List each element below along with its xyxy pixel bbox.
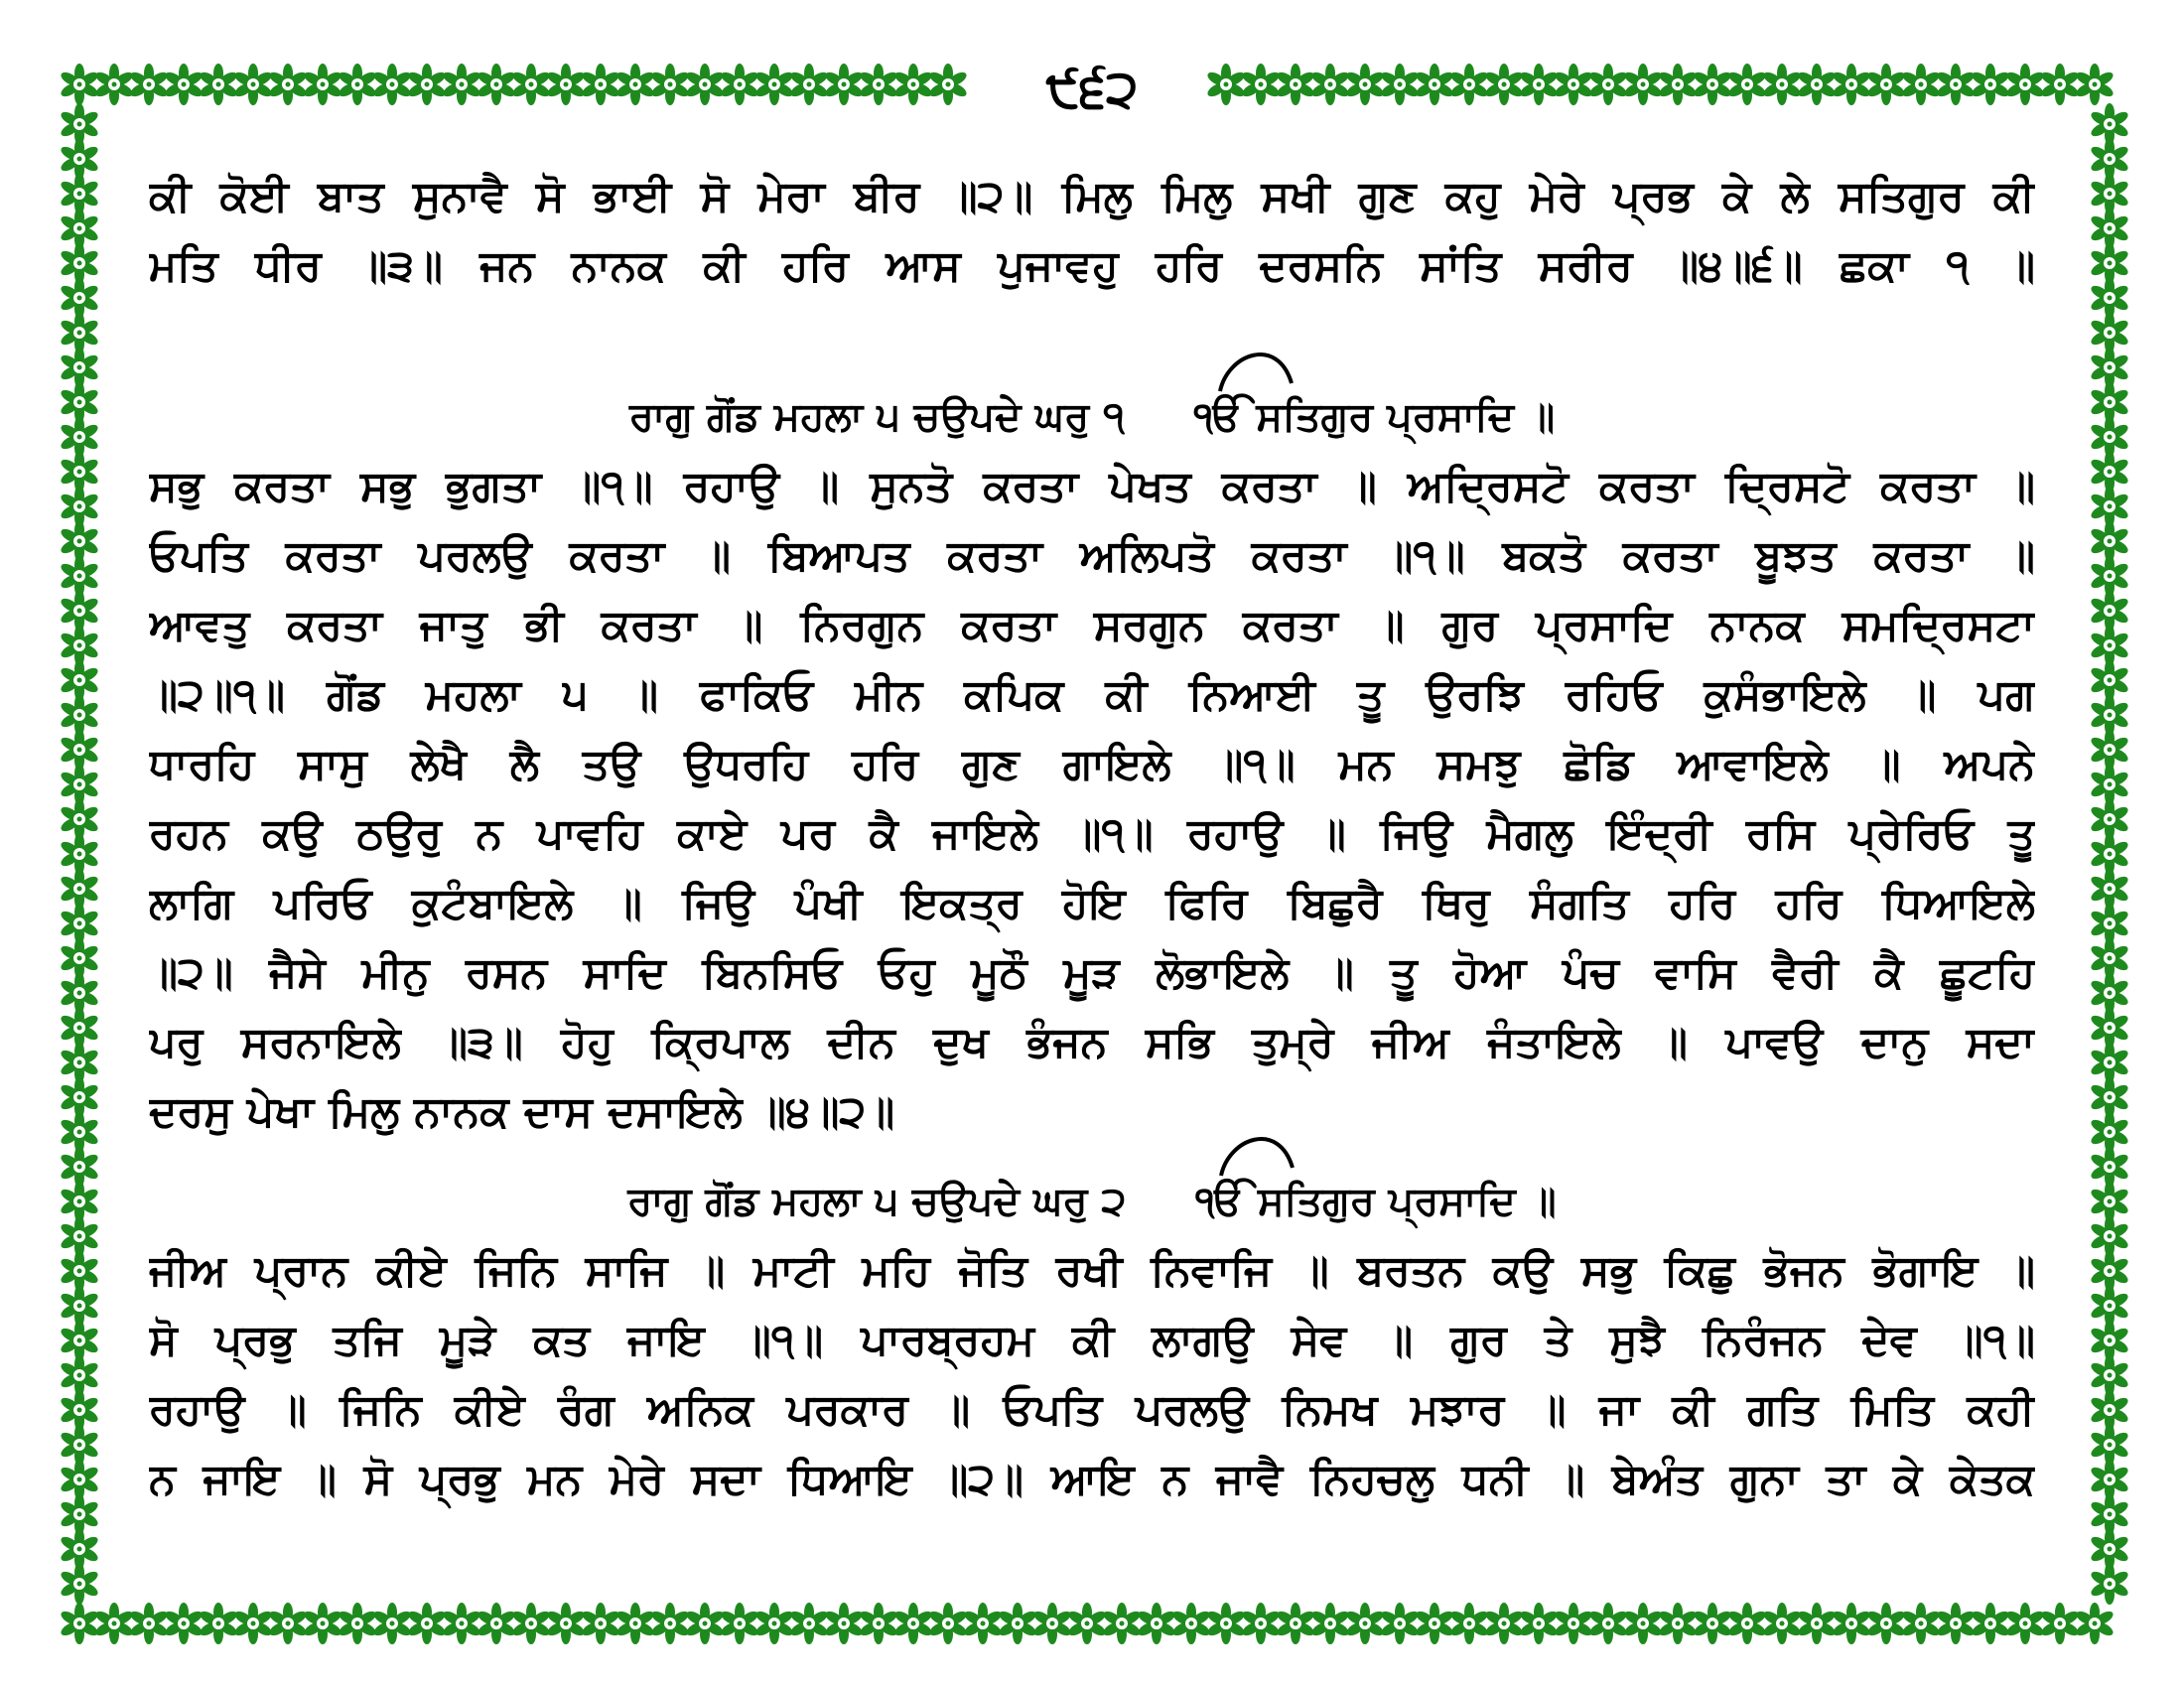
flower-icon (1275, 1603, 1315, 1644)
flower-icon (2004, 64, 2045, 105)
flower-icon (1483, 64, 1524, 105)
flower-icon (441, 1603, 481, 1644)
flower-icon (59, 64, 99, 105)
flower-icon (684, 1603, 725, 1644)
flower-icon (1379, 64, 1420, 105)
flower-icon (927, 1603, 968, 1644)
flower-icon (719, 1603, 759, 1644)
flower-icon (649, 1603, 690, 1644)
flower-icon (476, 64, 516, 105)
flower-icon (858, 64, 898, 105)
flower-icon (1553, 1603, 1593, 1644)
flower-icon (1344, 1603, 1385, 1644)
flower-icon (406, 1603, 447, 1644)
text-line: ਧਾਰਹਿ ਸਾਸੁ ਲੇਖੈ ਲੈ ਤਉ ਉਧਰਹਿ ਹਰਿ ਗੁਣ ਗਾਇਲੇ ॥੧॥ ਮਨ ਸਮਝੁ ਛੋਡਿ ਆਵਾਇਲੇ ॥ ਅਪਨੇ (149, 740, 2035, 789)
flower-icon (441, 64, 481, 105)
flower-icon (1692, 64, 1732, 105)
section-heading (149, 1172, 2035, 1231)
flower-icon (2039, 64, 2080, 105)
flower-icon (1796, 1603, 1837, 1644)
flower-icon (649, 64, 690, 105)
flower-icon (788, 1603, 829, 1644)
flower-icon (1205, 1603, 1246, 1644)
flower-icon (476, 1603, 516, 1644)
flower-icon (1935, 1603, 1976, 1644)
flower-icon (128, 1603, 169, 1644)
text-line: ਰਹਨ ਕਉ ਠਉਰੁ ਨ ਪਾਵਹਿ ਕਾਏ ਪਰ ਕੈ ਜਾਇਲੇ ॥੧॥ ਰਹਾਉ ॥ ਜਿਉ ਮੈਗਲੁ ਇੰਦ੍ਰੀ ਰਸਿ ਪ੍ਰੇਰਿਓ ਤੂ (149, 809, 2035, 859)
flower-icon (823, 1603, 864, 1644)
flower-icon (510, 64, 551, 105)
flower-icon (1761, 64, 1802, 105)
flower-icon (823, 64, 864, 105)
heading-satgur-prasad: ਸਤਿਗੁਰ ਪ੍ਰਸਾਦਿ ॥ (1258, 1179, 1557, 1224)
text-line: ਦਰਸੁ ਪੇਖਾ ਮਿਲੁ ਨਾਨਕ ਦਾਸ ਦਸਾਇਲੇ ॥੪॥੨॥ (149, 1087, 895, 1137)
flower-icon (1796, 64, 1837, 105)
flower-icon (1970, 64, 2010, 105)
flower-icon (267, 64, 308, 105)
flower-icon (371, 1603, 412, 1644)
flower-icon (1136, 1603, 1176, 1644)
flower-icon (1587, 1603, 1628, 1644)
text-line: ਮਤਿ ਧੀਰ ॥੩॥ ਜਨ ਨਾਨਕ ਕੀ ਹਰਿ ਆਸ ਪੁਜਾਵਹੁ ਹਰਿ ਦਰਸਨਿ ਸਾਂਤਿ ਸਰੀਰ ॥੪॥੬॥ ਛਕਾ ੧ ॥ (149, 241, 2035, 291)
flower-icon (927, 64, 968, 105)
heading-raag: ਰਾਗੁ ਗੋਂਡ ਮਹਲਾ ੫ ਚਉਪਦੇ ਘਰੁ ੧ (628, 394, 1125, 440)
flower-icon (198, 1603, 238, 1644)
flower-icon (1657, 1603, 1698, 1644)
flower-icon (337, 1603, 377, 1644)
heading-satgur-prasad: ਸਤਿਗੁਰ ਪ੍ਰਸਾਦਿ ॥ (1256, 394, 1556, 440)
flower-icon (510, 1603, 551, 1644)
flower-icon (1622, 64, 1663, 105)
flower-icon (1970, 1603, 2010, 1644)
flower-icon (1309, 1603, 1350, 1644)
flower-icon (2004, 1603, 2045, 1644)
flower-icon (962, 1603, 1003, 1644)
flower-icon (371, 64, 412, 105)
flower-icon (1344, 64, 1385, 105)
flower-icon (1031, 1603, 1072, 1644)
flower-icon (1275, 64, 1315, 105)
flower-icon (1448, 64, 1489, 105)
flower-icon (753, 1603, 794, 1644)
text-line: ॥੨॥੧॥ ਗੋਂਡ ਮਹਲਾ ੫ ॥ ਫਾਕਿਓ ਮੀਨ ਕਪਿਕ ਕੀ ਨਿਆਈ ਤੂ ਉਰਝਿ ਰਹਿਓ ਕੁਸੰਭਾਇਲੇ ॥ ਪਗ (149, 670, 2035, 720)
flower-icon (93, 64, 134, 105)
flower-icon (1657, 64, 1698, 105)
ek-onkar-symbol: ੴ (1194, 387, 1243, 447)
flower-icon (163, 1603, 204, 1644)
flower-icon (406, 64, 447, 105)
flower-icon (1692, 1603, 1732, 1644)
flower-icon (1240, 1603, 1281, 1644)
text-line: ਸਭੁ ਕਰਤਾ ਸਭੁ ਭੁਗਤਾ ॥੧॥ ਰਹਾਉ ॥ ਸੁਨਤੋ ਕਰਤਾ ਪੇਖਤ ਕਰਤਾ ॥ ਅਦ੍ਰਿਸਟੋ ਕਰਤਾ ਦ੍ਰਿਸਟੋ ਕਰਤਾ ॥ (149, 462, 2035, 511)
flower-icon (1414, 1603, 1454, 1644)
text-line: ਓਪਤਿ ਕਰਤਾ ਪਰਲਉ ਕਰਤਾ ॥ ਬਿਆਪਤ ਕਰਤਾ ਅਲਿਪਤੋ ਕਰਤਾ ॥੧॥ ਬਕਤੋ ਕਰਤਾ ਬੂਝਤ ਕਰਤਾ ॥ (149, 531, 2035, 581)
flower-icon (1831, 64, 1871, 105)
flower-icon (684, 64, 725, 105)
flower-icon (1518, 1603, 1559, 1644)
flower-icon (93, 1603, 134, 1644)
flower-icon (2039, 1603, 2080, 1644)
text-line: ਜੀਅ ਪ੍ਰਾਨ ਕੀਏ ਜਿਨਿ ਸਾਜਿ ॥ ਮਾਟੀ ਮਹਿ ਜੋਤਿ ਰਖੀ ਨਿਵਾਜਿ ॥ ਬਰਤਨ ਕਉ ਸਭੁ ਕਿਛੁ ਭੋਜਨ ਭੋਗਾਇ ॥ (149, 1246, 2035, 1296)
flower-icon (545, 1603, 586, 1644)
flower-icon (614, 1603, 655, 1644)
flower-icon (858, 1603, 898, 1644)
flower-icon (1205, 64, 1246, 105)
flower-icon (198, 64, 238, 105)
flower-icon (1309, 64, 1350, 105)
text-line: ਰਹਾਉ ॥ ਜਿਨਿ ਕੀਏ ਰੰਗ ਅਨਿਕ ਪਰਕਾਰ ॥ ਓਪਤਿ ਪਰਲਉ ਨਿਮਖ ਮਝਾਰ ॥ ਜਾ ਕੀ ਗਤਿ ਮਿਤਿ ਕਹੀ (149, 1385, 2035, 1435)
flower-icon (163, 64, 204, 105)
flower-icon (1935, 64, 1976, 105)
page-number: ੯੬੨ (993, 50, 1191, 129)
flower-icon (59, 1603, 99, 1644)
section-heading (149, 387, 2035, 447)
text-line: ਕੀ ਕੋਈ ਬਾਤ ਸੁਨਾਵੈ ਸੋ ਭਾਈ ਸੋ ਮੇਰਾ ਬੀਰ ॥੨॥ ਮਿਲੁ ਮਿਲੁ ਸਖੀ ਗੁਣ ਕਹੁ ਮੇਰੇ ਪ੍ਰਭ ਕੇ ਲੇ ਸਤਿਗੁਰ ਕੀ (149, 172, 2035, 221)
text-line: ਲਾਗਿ ਪਰਿਓ ਕੁਟੰਬਾਇਲੇ ॥ ਜਿਉ ਪੰਖੀ ਇਕਤ੍ਰ ਹੋਇ ਫਿਰਿ ਬਿਛੁਰੈ ਥਿਰੁ ਸੰਗਤਿ ਹਰਿ ਹਰਿ ਧਿਆਇਲੇ (149, 879, 2035, 928)
flower-icon (2074, 64, 2115, 105)
flower-icon (545, 64, 586, 105)
text-line: ਨ ਜਾਇ ॥ ਸੋ ਪ੍ਰਭੁ ਮਨ ਮੇਰੇ ਸਦਾ ਧਿਆਇ ॥੨॥ ਆਇ ਨ ਜਾਵੈ ਨਿਹਚਲੁ ਧਨੀ ॥ ਬੇਅੰਤ ਗੁਨਾ ਤਾ ਕੇ ਕੇਤਕ (149, 1455, 2035, 1504)
flower-icon (1865, 1603, 1906, 1644)
flower-icon (1170, 1603, 1211, 1644)
flower-icon (1622, 1603, 1663, 1644)
flower-icon (1518, 64, 1559, 105)
flower-icon (1553, 64, 1593, 105)
flower-icon (1414, 64, 1454, 105)
flower-icon (1483, 1603, 1524, 1644)
flower-icon (892, 1603, 933, 1644)
flower-icon (1900, 1603, 1941, 1644)
flower-icon (719, 64, 759, 105)
flower-icon (788, 64, 829, 105)
ek-onkar-arc-icon (1218, 344, 1297, 393)
flower-icon (2074, 1603, 2115, 1644)
ek-onkar-symbol: ੴ (1195, 1172, 1244, 1231)
flower-icon (128, 64, 169, 105)
flower-icon (267, 1603, 308, 1644)
flower-icon (1240, 64, 1281, 105)
flower-icon (1101, 1603, 1142, 1644)
text-line: ॥੨॥ ਜੈਸੇ ਮੀਨੁ ਰਸਨ ਸਾਦਿ ਬਿਨਸਿਓ ਓਹੁ ਮੂਠੌ ਮੂੜ ਲੋਭਾਇਲੇ ॥ ਤੂ ਹੋਆ ਪੰਚ ਵਾਸਿ ਵੈਰੀ ਕੈ ਛੂਟਹਿ (149, 948, 2035, 998)
flower-icon (580, 64, 620, 105)
heading-raag: ਰਾਗੁ ਗੋਂਡ ਮਹਲਾ ੫ ਚਉਪਦੇ ਘਰੁ ੨ (627, 1179, 1127, 1224)
text-line: ਸੋ ਪ੍ਰਭੁ ਤਜਿ ਮੂੜੇ ਕਤ ਜਾਇ ॥੧॥ ਪਾਰਬ੍ਰਹਮ ਕੀ ਲਾਗਉ ਸੇਵ ॥ ਗੁਰ ਤੇ ਸੁਝੈ ਨਿਰੰਜਨ ਦੇਵ ॥੧॥ (149, 1316, 2035, 1365)
flower-icon (1865, 64, 1906, 105)
flower-icon (232, 1603, 273, 1644)
flower-icon (302, 64, 342, 105)
flower-icon (1726, 64, 1767, 105)
flower-icon (337, 64, 377, 105)
flower-icon (753, 64, 794, 105)
flower-icon (1831, 1603, 1871, 1644)
flower-icon (1066, 1603, 1107, 1644)
ek-onkar-arc-icon (1219, 1128, 1298, 1178)
text-line: ਆਵਤੁ ਕਰਤਾ ਜਾਤੁ ਭੀ ਕਰਤਾ ॥ ਨਿਰਗੁਨ ਕਰਤਾ ਸਰਗੁਨ ਕਰਤਾ ॥ ਗੁਰ ਪ੍ਰਸਾਦਿ ਨਾਨਕ ਸਮਦ੍ਰਿਸਟਾ (149, 601, 2035, 650)
flower-icon (997, 1603, 1037, 1644)
flower-icon (580, 1603, 620, 1644)
flower-icon (1726, 1603, 1767, 1644)
flower-icon (1587, 64, 1628, 105)
flower-icon (892, 64, 933, 105)
flower-icon (2089, 1563, 2129, 1605)
flower-icon (1379, 1603, 1420, 1644)
text-line: ਪਰੁ ਸਰਨਾਇਲੇ ॥੩॥ ਹੋਹੁ ਕ੍ਰਿਪਾਲ ਦੀਨ ਦੁਖ ਭੰਜਨ ਸਭਿ ਤੁਮ੍ਰੇ ਜੀਅ ਜੰਤਾਇਲੇ ॥ ਪਾਵਉ ਦਾਨੁ ਸਦਾ (149, 1018, 2035, 1067)
flower-icon (1761, 1603, 1802, 1644)
flower-icon (1448, 1603, 1489, 1644)
flower-icon (1900, 64, 1941, 105)
flower-icon (302, 1603, 342, 1644)
flower-icon (59, 1563, 99, 1605)
flower-icon (614, 64, 655, 105)
flower-icon (232, 64, 273, 105)
